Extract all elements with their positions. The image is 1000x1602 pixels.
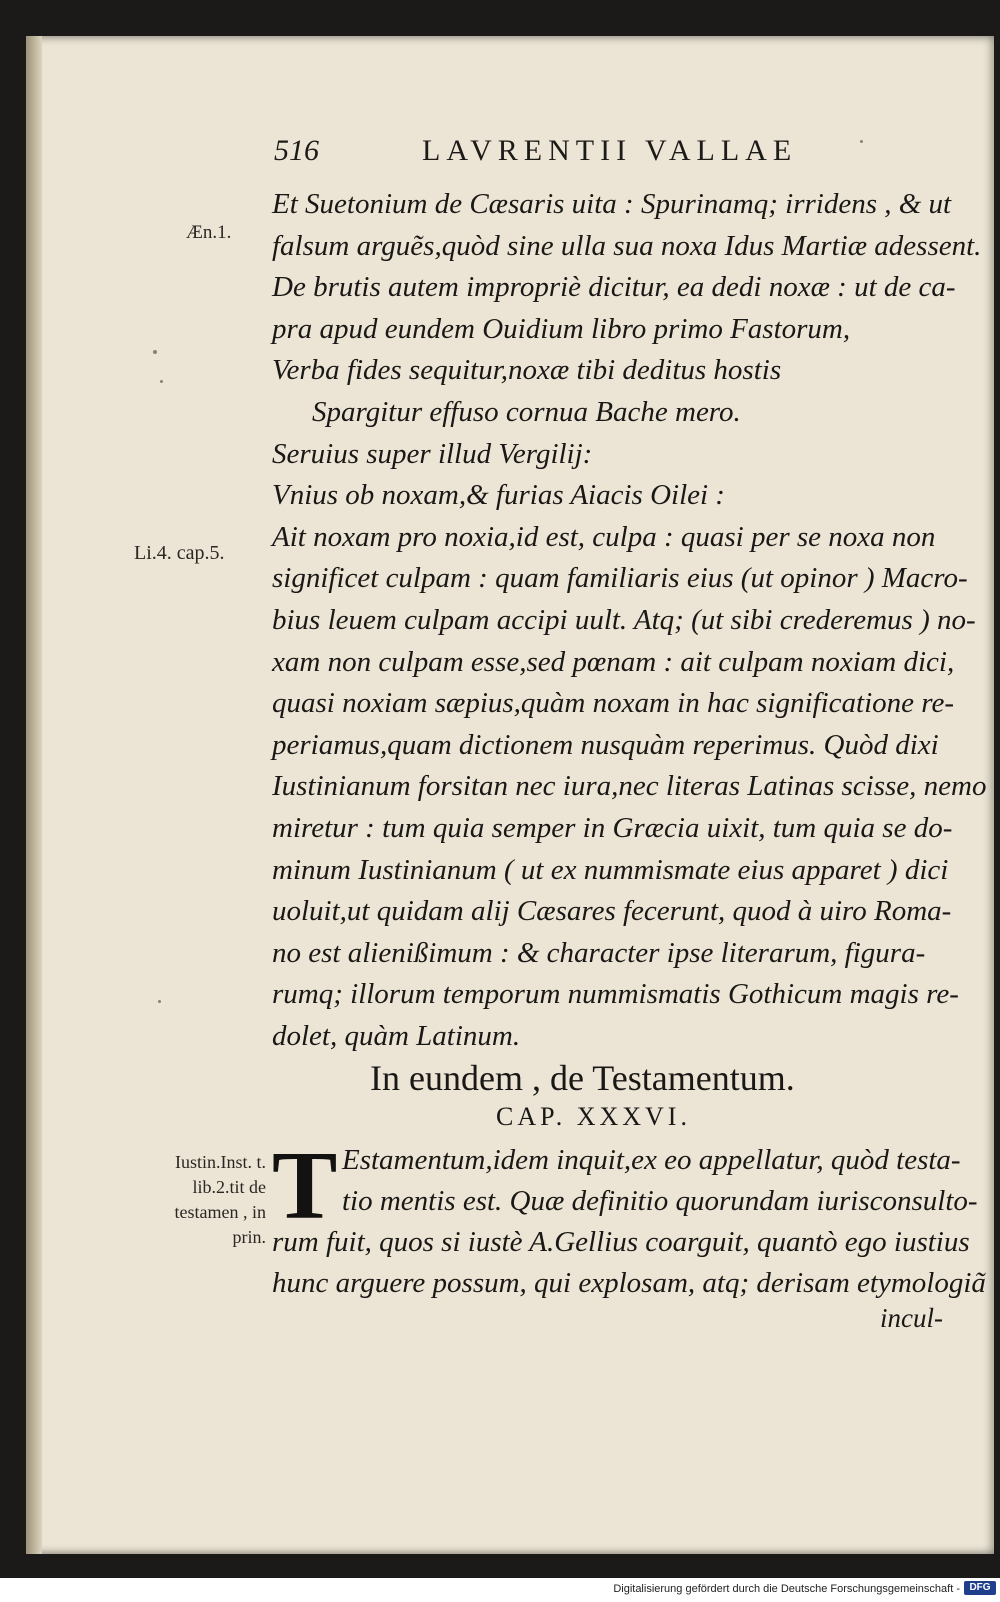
text-line: falsum arguẽs,quòd sine ulla sua noxa Idus Martiæ adessent. xyxy=(272,229,982,262)
paper-speck xyxy=(153,350,157,354)
margin-note-book-chapter: Li.4. cap.5. xyxy=(134,542,225,564)
verse-line: Vnius ob noxam,& furias Aiacis Oilei : xyxy=(272,479,725,512)
text-line: Seruius super illud Vergilij: xyxy=(272,437,593,470)
margin-note-line: prin. xyxy=(232,1227,266,1247)
text-line: hunc arguere possum, qui explosam, atq; derisam etymologiã xyxy=(272,1267,986,1299)
chapter-number: CAP. XXXVI. xyxy=(496,1102,691,1131)
text-line: quasi noxiam sæpius,quàm noxam in hac significatione re- xyxy=(272,687,954,720)
text-line: Ait noxam pro noxia,id est, culpa : quasi per se noxa non xyxy=(272,520,936,553)
text-line: pra apud eundem Ouidium libro primo Fastorum, xyxy=(272,312,851,345)
paper-speck xyxy=(160,380,163,383)
text-line: uoluit,ut quidam alij Cæsares fecerunt, quod à uiro Roma- xyxy=(272,895,952,928)
footer-credit: Digitalisierung gefördert durch die Deutsche Forschungsgemeinschaft - xyxy=(613,1583,960,1595)
text-line: periamus,quam dictionem nusquàm reperimus. Quòd dixi xyxy=(272,728,939,761)
page-number: 516 xyxy=(274,134,319,167)
catchword: incul- xyxy=(880,1303,943,1333)
running-head-title: LAVRENTII VALLAE xyxy=(422,134,798,167)
text-line: De brutis autem impropriè dicitur, ea dedi noxæ : ut de ca- xyxy=(272,271,956,304)
text-line: dolet, quàm Latinum. xyxy=(272,1019,521,1052)
running-head xyxy=(274,134,874,184)
page-gutter-edge xyxy=(26,36,42,1554)
drop-cap-initial: T xyxy=(272,1132,338,1240)
margin-note-line: Iustin.Inst. t. xyxy=(174,1152,266,1172)
verse-line: Spargitur effuso cornua Bache mero. xyxy=(312,395,741,428)
text-line: xam non culpam esse,sed pœnam : ait culpam noxiam dici, xyxy=(272,645,955,678)
text-line: rumq; illorum temporum nummismatis Gothicum magis re- xyxy=(272,978,959,1011)
margin-note-line: lib.2.tit de xyxy=(192,1177,266,1197)
text-line: minum Iustinianum ( ut ex nummismate eius apparet ) dici xyxy=(272,853,949,886)
text-line: no est alienißimum : & character ipse literarum, figura- xyxy=(272,936,926,969)
dfg-logo-badge: DFG xyxy=(964,1581,996,1595)
text-line: rum fuit, quos si iustè A.Gellius coarguit, quantò ego iustius xyxy=(272,1226,970,1258)
chapter-text-block xyxy=(272,1132,986,1304)
margin-note-aeneid: Æn.1. xyxy=(186,222,232,243)
margin-note-line: testamen , in xyxy=(174,1202,266,1222)
text-line: miretur : tum quia semper in Græcia uixit, tum quia se do- xyxy=(272,811,953,844)
text-line: tio mentis est. Quæ definitio quorundam iurisconsulto- xyxy=(342,1185,978,1217)
text-line: Iustinianum forsitan nec iura,nec literas Latinas scisse, nemo xyxy=(272,770,987,803)
margin-note-institutes xyxy=(134,1150,266,1250)
text-line: Et Suetonium de Cæsaris uita : Spurinamq; irridens , & ut xyxy=(272,188,952,220)
text-line: Estamentum,idem inquit,ex eo appellatur, quòd testa- xyxy=(342,1144,961,1176)
paper-speck xyxy=(158,1000,161,1003)
section-title: In eundem , de Testamentum. xyxy=(370,1058,795,1098)
text-line: bius leuem culpam accipi uult. Atq; (ut sibi crederemus ) no- xyxy=(272,603,976,636)
verse-line: Verba fides sequitur,noxæ tibi deditus hostis xyxy=(272,354,782,387)
text-line: significet culpam : quam familiaris eius (ut opinor ) Macro- xyxy=(272,562,968,595)
main-text-block xyxy=(272,184,987,1057)
